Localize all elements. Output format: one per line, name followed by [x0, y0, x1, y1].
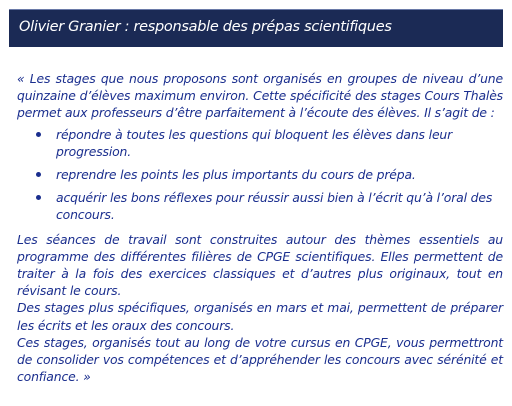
bullet-list — [17, 126, 503, 224]
bullet-text: répondre à toutes les questions qui bloquent les élèves dans leur progression. — [56, 126, 453, 159]
paragraph-sessions: Les séances de travail sont construites autour des thèmes essentiels au programme des différentes filières de CPGE scientifiques. Elles permettent de traiter à la fois des exercices classiques et d’autres plus originaux, tout en révisant le cours. — [17, 231, 503, 299]
list-item — [36, 189, 503, 223]
bullet-icon — [36, 195, 41, 200]
header-bar — [9, 9, 503, 47]
quote-content — [17, 70, 503, 385]
header-title: Olivier Granier : responsable des prépas scientifiques — [19, 19, 392, 35]
bullet-text: acquérir les bons réflexes pour réussir aussi bien à l’écrit qu’à l’oral des concours. — [56, 190, 493, 223]
paragraph-specific-stages: Des stages plus spécifiques, organisés en mars et mai, permettent de préparer les écrits et les oraux des concours. — [17, 300, 503, 333]
bullet-text: reprendre les points les plus importants du cours de prépa. — [56, 167, 416, 183]
list-item — [36, 166, 503, 183]
bullet-icon — [36, 132, 41, 137]
list-item — [36, 126, 503, 160]
bullet-icon — [36, 172, 41, 177]
paragraph-conclusion: Ces stages, organisés tout au long de votre cursus en CPGE, vous permettront de consolider vos compétences et d’appréhender les concours avec sérénité et confiance. » — [17, 334, 503, 385]
intro-paragraph: « Les stages que nous proposons sont organisés en groupes de niveau d’une quinzaine d’élèves maximum environ. Cette spécificité des stages Cours Thalès permet aux professeurs d’être parfaitement à l’écoute des élèves. Il s’agit de : — [17, 71, 503, 121]
